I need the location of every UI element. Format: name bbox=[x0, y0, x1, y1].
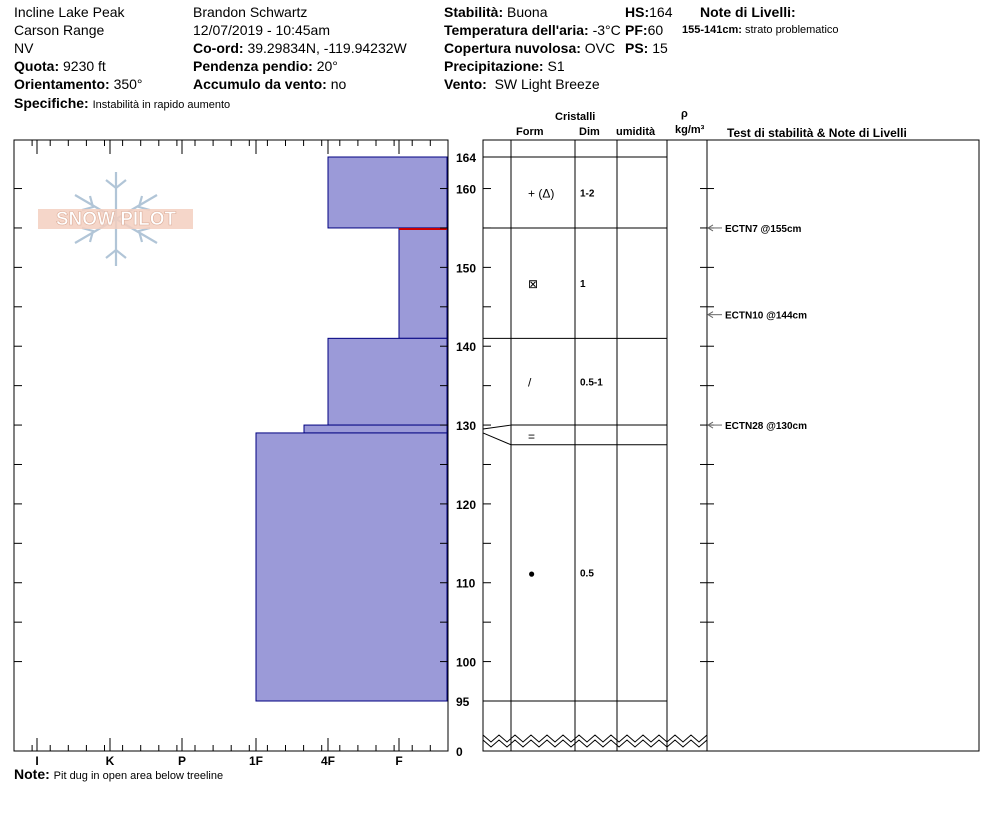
observer-name: Brandon Schwartz bbox=[193, 4, 308, 20]
slope-label: Pendenza pendio: bbox=[193, 58, 313, 74]
coords-value: 39.29834N, -119.94232W bbox=[247, 40, 407, 56]
precip-label: Precipitazione: bbox=[444, 58, 544, 74]
crystal-form-symbol: ⊠ bbox=[528, 277, 539, 292]
note-text: Pit dug in open area below treeline bbox=[53, 770, 224, 782]
specifics-value: Instabilità in rapido aumento bbox=[92, 99, 231, 111]
crystal-size: 0.5-1 bbox=[580, 377, 603, 389]
moisture-header: umidità bbox=[616, 126, 656, 138]
crystal-form-symbol: / bbox=[528, 375, 532, 390]
crystal-form-symbol: + (Δ) bbox=[528, 186, 555, 201]
dim-header: Dim bbox=[579, 126, 600, 138]
stability-label: Stabilità: bbox=[444, 4, 504, 20]
crystal-size: 1-2 bbox=[580, 188, 595, 200]
stability-test-label: ECTN10 @144cm bbox=[725, 310, 808, 322]
y-tick-label: 130 bbox=[456, 419, 477, 434]
crystals-header: Cristalli bbox=[555, 111, 596, 123]
y-tick-label: 95 bbox=[456, 695, 470, 709]
x-tick-label: K bbox=[105, 754, 115, 768]
state-name: NV bbox=[14, 40, 34, 56]
stability-test-label: ECTN28 @130cm bbox=[725, 421, 808, 433]
layer-notes-text: strato problematico bbox=[745, 24, 839, 36]
location-name: Incline Lake Peak bbox=[14, 4, 125, 20]
hardness-bar bbox=[304, 425, 447, 433]
cloud-value: OVC bbox=[584, 40, 616, 56]
specifics-label: Specifiche: bbox=[14, 95, 89, 111]
y-tick-label: 100 bbox=[456, 655, 477, 670]
break-line-bottom bbox=[483, 740, 707, 747]
y-tick-label: 120 bbox=[456, 497, 477, 512]
x-tick-label: 4F bbox=[320, 754, 336, 768]
crystal-size: 1 bbox=[580, 279, 586, 291]
slope-value: 20° bbox=[316, 58, 338, 74]
elevation-value: 9230 ft bbox=[63, 58, 106, 74]
y-tick-label: 150 bbox=[456, 261, 477, 276]
x-tick-label: I bbox=[35, 754, 39, 768]
layer-connector bbox=[483, 425, 511, 429]
wind-value: SW Light Breeze bbox=[494, 76, 600, 92]
pf-label: PF: bbox=[625, 22, 648, 38]
layer-notes-range: 155-141cm: bbox=[682, 24, 742, 36]
crystal-size: 0.5 bbox=[580, 568, 594, 580]
ps-label: PS: bbox=[625, 40, 649, 56]
rho-header: ρ bbox=[681, 108, 688, 120]
stability-test-label: ECTN7 @155cm bbox=[725, 223, 802, 235]
wind-loading-label: Accumulo da vento: bbox=[193, 76, 327, 92]
x-tick-label: 1F bbox=[248, 754, 264, 768]
form-header: Form bbox=[516, 126, 544, 138]
y-tick-label: 140 bbox=[456, 340, 477, 355]
range-name: Carson Range bbox=[14, 22, 105, 38]
air-temp-label: Temperatura dell'aria: bbox=[444, 22, 589, 38]
precip-value: S1 bbox=[547, 58, 565, 74]
tests-header: Test di stabilità & Note di Livelli bbox=[727, 126, 907, 140]
stability-value: Buona bbox=[507, 4, 548, 20]
wind-label: Vento: bbox=[444, 76, 487, 92]
aspect-label: Orientamento: bbox=[14, 76, 110, 92]
crystal-form-symbol: = bbox=[528, 429, 536, 444]
coords-label: Co-ord: bbox=[193, 40, 244, 56]
observation-datetime: 12/07/2019 - 10:45am bbox=[193, 22, 330, 38]
density-unit-header: kg/m³ bbox=[675, 124, 705, 136]
hs-label: HS: bbox=[625, 4, 650, 20]
y-tick-label: 164 bbox=[456, 151, 477, 165]
layer-notes-title: Note di Livelli: bbox=[700, 4, 796, 20]
aspect-value: 350° bbox=[113, 76, 143, 92]
y-tick-label: 160 bbox=[456, 182, 477, 197]
pf-value: 60 bbox=[647, 22, 664, 38]
footer-note bbox=[14, 766, 223, 783]
y-tick-label: 0 bbox=[456, 745, 463, 759]
wind-loading-value: no bbox=[330, 76, 347, 92]
layer-connector bbox=[483, 433, 511, 445]
snowpilot-logo bbox=[38, 172, 193, 266]
crystal-form-symbol: ● bbox=[528, 566, 536, 581]
ps-value: 15 bbox=[652, 40, 668, 56]
elevation-label: Quota: bbox=[14, 58, 60, 74]
air-temp-value: -3°C bbox=[592, 22, 621, 38]
note-label: Note: bbox=[14, 766, 50, 782]
hs-value: 164 bbox=[649, 4, 673, 20]
hardness-bar bbox=[256, 433, 447, 701]
x-tick-label: P bbox=[177, 754, 187, 768]
x-tick-label: F bbox=[395, 754, 403, 768]
hardness-bar bbox=[328, 157, 447, 228]
cloud-label: Copertura nuvolosa: bbox=[444, 40, 581, 56]
hardness-bar bbox=[328, 338, 447, 425]
hardness-bar bbox=[399, 228, 447, 338]
logo-text: SNOW PILOT bbox=[55, 209, 177, 230]
y-tick-label: 110 bbox=[456, 576, 476, 591]
